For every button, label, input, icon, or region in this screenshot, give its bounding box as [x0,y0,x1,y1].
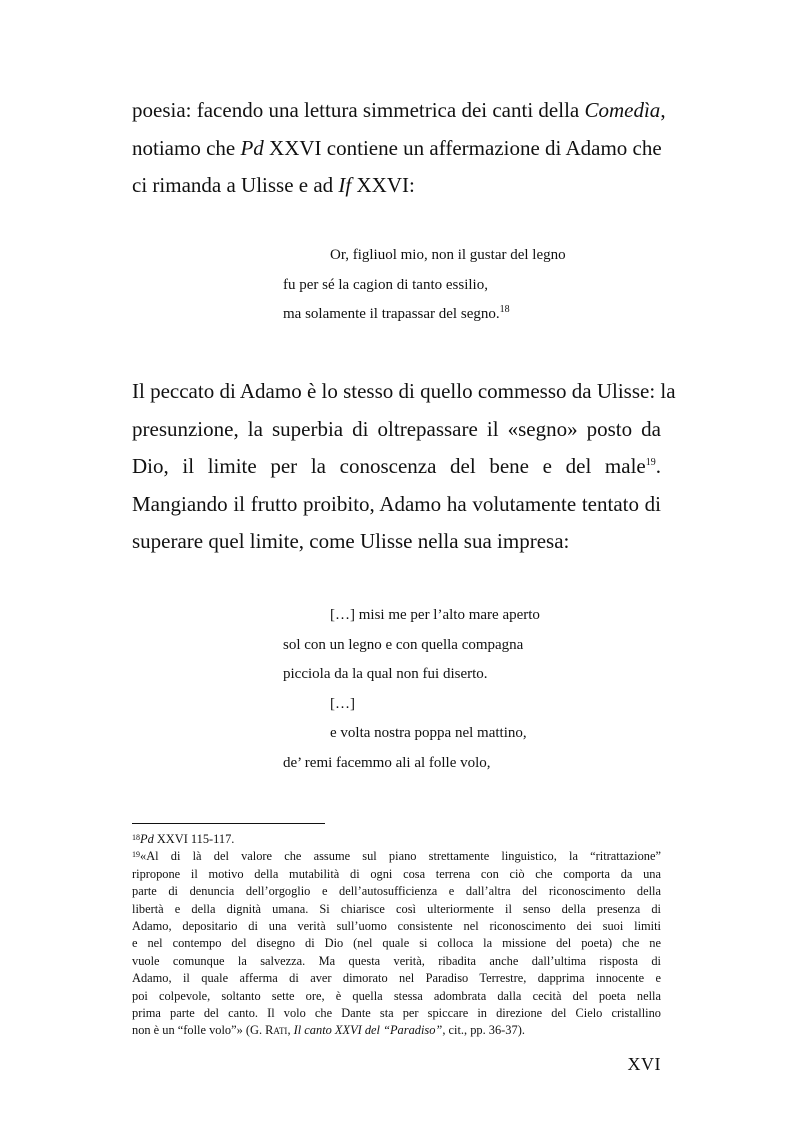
verse-line: ma solamente il trapassar del segno.$^{18}$ [283,304,510,322]
footnote-line: Adamo, depositario di una verità sull’uomo consistente nel riconoscimento dei suoi limiti [132,919,661,934]
footnote-mark: 19 [132,850,140,860]
paragraph-line: poesia: facendo una lettura simmetrica dei canti della Comedìa, [132,98,666,122]
paragraph-line: Dio, il limite per la conoscenza del bene e del male$^{19}$. [132,454,661,478]
author-name: Rati [265,1023,288,1038]
verse-line: e volta nostra poppa nel mattino, [330,725,527,741]
verse-line: […] [330,695,355,712]
paragraph-line: superare quel limite, come Ulisse nella sua impresa: [132,529,570,553]
paragraph-line: ci rimanda a Ulisse e ad If XXVI: [132,173,415,197]
footnote-reference[interactable]: 18 [499,304,510,315]
paragraph-line: Il peccato di Adamo è lo stesso di quello commesso da Ulisse: la [132,379,676,403]
footnote-line: vuole comunque la salvezza. Ma questa verità, ribadita anche dall’ultima risposta di [132,953,661,968]
footnotes [132,831,661,1040]
work-abbrev: Pd [140,832,154,846]
verse-line: fu per sé la cagion di tanto essilio, [283,276,488,293]
footnote-mark: 18 [132,833,140,842]
footnote-separator [132,823,325,824]
footnote-line: ripropone il motivo della mutabilità di ogni cosa terrena con ciò che comporta da una [132,866,661,881]
footnote-line: $^{19}$«Al di là del valore che assume sul piano strettamente linguistico, la “ritrattazione” [132,849,661,864]
footnote-18: $^{18}$Pd XXVI 115-117. [132,832,235,846]
body-paragraph-1 [132,92,666,205]
work-title: Il canto XXVI del “Paradiso” [293,1023,443,1038]
verse-line: Or, figliuol mio, non il gustar del legno [330,247,566,263]
footnote-line: prima parte del canto. Il volo che Dante sta per spiccare in direzione del Cielo cristallino [132,1006,661,1021]
footnote-line: poi colpevole, soltanto sette ore, è quella stessa adombrata dalla cecità del poeta nella [132,988,661,1003]
footnote-line: non è un “folle volo”» (G. Rati, Il canto XXVI del “Paradiso”, cit., pp. 36-37). [132,1023,525,1038]
page-number: XVI [627,1054,661,1074]
work-title: Comedìa [584,98,661,122]
footnote-19 [132,848,661,1039]
verse-line: […] misi me per l’alto mare aperto [330,607,540,623]
verse-line: de’ remi facemmo ali al folle volo, [283,754,491,771]
paragraph-line: Mangiando il frutto proibito, Adamo ha volutamente tentato di [132,491,661,516]
footnote-line: libertà e della dignità umana. Si chiarisce così ulteriormente il senso della presenza di [132,901,661,916]
footnote-line: e nel contempo del disegno di Dio (nel quale si colloca la missione del poeta) che ne [132,936,661,951]
footnote-line: parte di denuncia dell’orgoglio e dell’autosufficienza e dall’altra del riconoscimento della [132,884,661,899]
verse-quote-2 [283,601,540,778]
body-paragraph-2 [132,373,676,561]
verse-line: sol con un legno e con quella compagna [283,636,524,653]
footnote-line: Adamo, il quale afferma di aver dimorato nel Paradiso Terrestre, dapprima innocente e [132,971,661,986]
paragraph-line: presunzione, la superbia di oltrepassare il «segno» posto da [132,416,661,441]
work-abbrev: If [338,173,352,197]
paragraph-line: notiamo che Pd XXVI contiene un affermazione di Adamo che [132,135,662,160]
verse-quote-1 [283,241,566,330]
verse-line: picciola da la qual non fui diserto. [283,666,488,682]
footnote-reference[interactable]: 19 [645,457,656,468]
work-abbrev: Pd [240,135,264,160]
